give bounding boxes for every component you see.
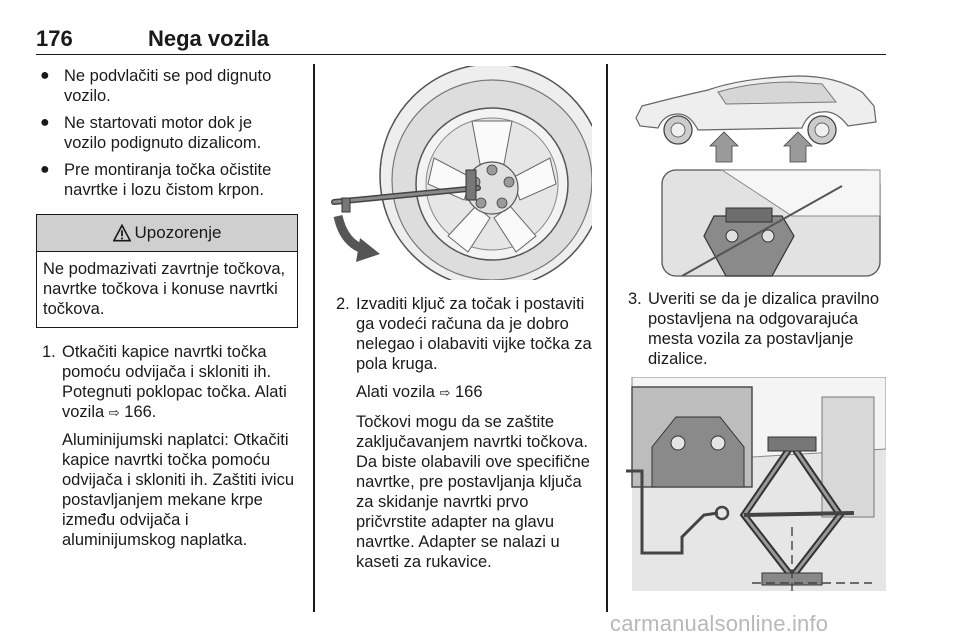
- watermark: carmanualsonline.info: [610, 611, 829, 636]
- jack-placement-detail-illustration: [622, 377, 886, 591]
- bullet-text: Pre montiranja točka očistite navrtke i lozu čistom krpon.: [64, 161, 272, 199]
- step-2: [330, 294, 594, 572]
- step-text: Otkačiti kapice navrtki točka pomoću odvijača i skloniti ih. Potegnuti poklopac točka. Alati vozila: [62, 343, 287, 421]
- column-divider-2: [606, 64, 608, 612]
- step-3: [622, 289, 886, 369]
- list-item: [36, 160, 298, 200]
- step-number: 1.: [42, 343, 56, 361]
- warning-triangle-icon: [113, 224, 131, 242]
- bullet-text: Ne podvlačiti se pod dignuto vozilo.: [64, 67, 272, 105]
- bullet-icon: ●: [40, 114, 50, 131]
- warning-text: Ne podmazivati zavrtnje točkova, navrtke točkova i konuse navrtki točkova.: [43, 260, 286, 318]
- wheel-wrench-illustration: [330, 66, 592, 280]
- warning-title: Upozorenje: [134, 223, 222, 242]
- page-number: 176: [36, 26, 73, 51]
- column-1: [36, 66, 298, 558]
- step-1: [36, 342, 298, 550]
- step-number: 3.: [628, 290, 642, 308]
- column-3: [622, 66, 886, 591]
- car-jack-points-illustration: [622, 66, 886, 278]
- safety-bullet-list: [36, 66, 298, 200]
- bullet-text: Ne startovati motor dok je vozilo podignuto dizalicom.: [64, 114, 262, 152]
- bullet-icon: ●: [40, 161, 50, 178]
- list-item: [36, 66, 298, 106]
- page-reference[interactable]: 166: [454, 383, 483, 401]
- step-note: Aluminijumski naplatci: Otkačiti kapice navrtki točka pomoću odvijača i skloniti ih. Zaštiti ivicu postavljanjem mekane krpe između odvijača i aluminijumskog naplatka.: [62, 431, 294, 549]
- column-divider-1: [313, 64, 315, 612]
- list-item: [36, 113, 298, 153]
- bullet-icon: ●: [40, 67, 50, 84]
- warning-header: [37, 215, 297, 252]
- warning-box: [36, 214, 298, 328]
- column-2: [330, 66, 594, 580]
- page-reference[interactable]: 166.: [124, 403, 157, 421]
- page-reference-icon: ⇨: [439, 386, 451, 401]
- step-text: Izvaditi ključ za točak i postaviti ga vodeći računa da je dobro nelegao i olabaviti vijke točka za pola kruga.: [356, 295, 592, 373]
- step-text: Uveriti se da je dizalica pravilno postavljena na odgovarajuća mesta vozila za postavljanje dizalice.: [648, 290, 880, 368]
- page-reference-icon: ⇨: [108, 406, 120, 421]
- page-header: [36, 26, 886, 55]
- step-number: 2.: [336, 295, 350, 313]
- page-title: Nega vozila: [148, 26, 270, 51]
- step-note: Točkovi mogu da se zaštite zaključavanjem navrtki točkova. Da biste olabavili ove specifične navrtke, pre postavljanja ključa za skidanje navrtki prvo pričvrstite adapter na glavu navrtke. Adapter se nalazi u kaseti za rukavice.: [356, 413, 590, 571]
- reference-label: Alati vozila: [356, 383, 435, 401]
